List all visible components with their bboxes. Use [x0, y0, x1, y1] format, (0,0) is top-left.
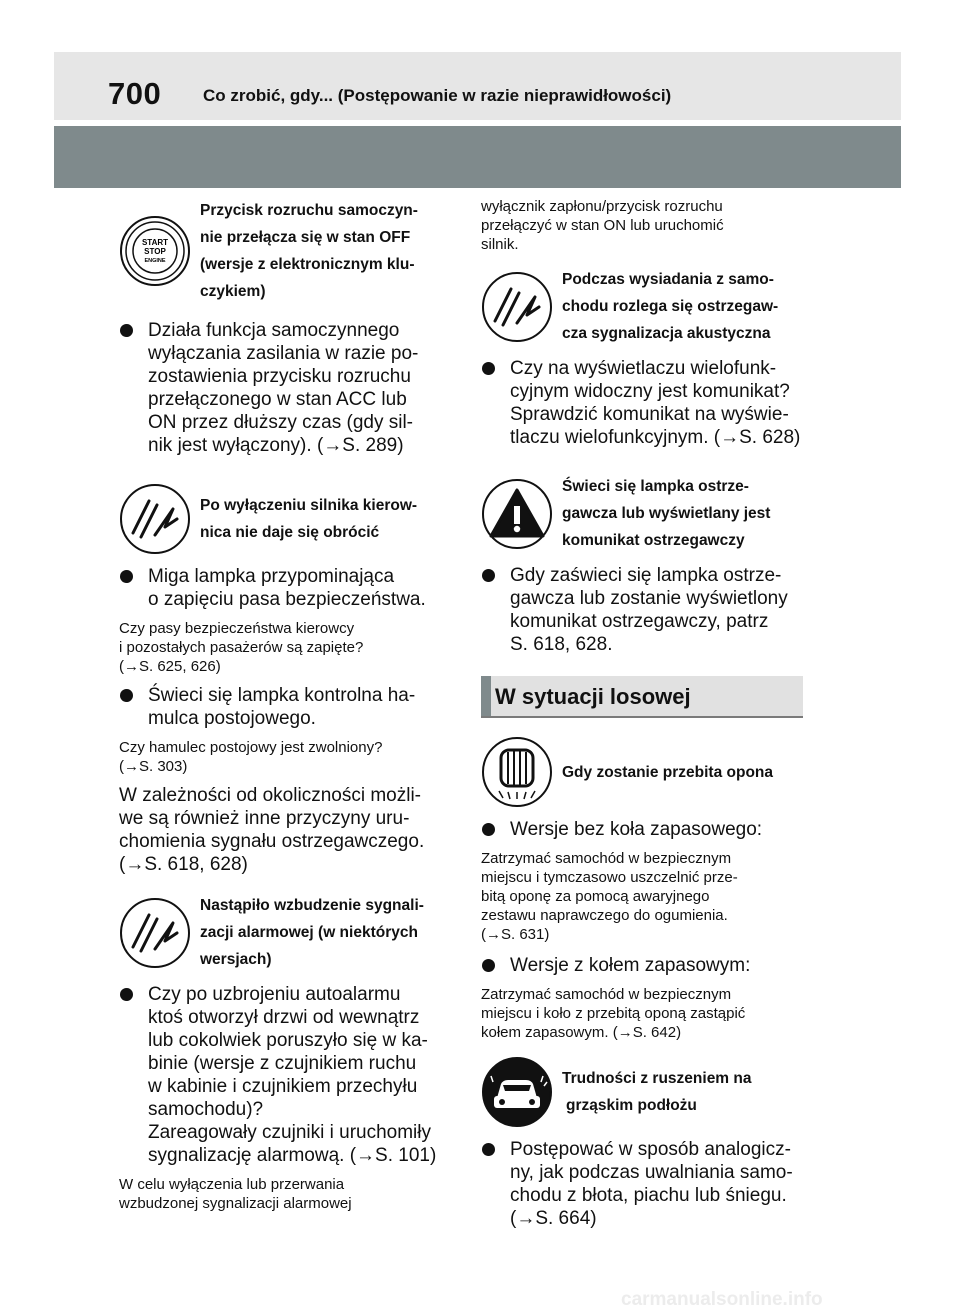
section-header — [481, 676, 803, 718]
warning-light-bullet: Gdy zaświeci się lampka ostrze- gawcza lub zostanie wyświetlony komunikat ostrzegawczy, patrz S. 618, 628. — [481, 564, 803, 656]
stuck-car-icon — [481, 1056, 553, 1128]
parking-brake-bullet: Świeci się lampka kontrolna ha- mulca postojowego. — [119, 684, 455, 730]
stuck-bullet: Postępować w sposób analogicz- ny, jak podczas uwalniania samo- chodu z błota, piachu lub śniegu. (→S. 664) — [481, 1138, 803, 1230]
watermark: carmanualsonline.info — [621, 1289, 823, 1310]
alarm-heading: Nastąpiło wzbudzenie sygnali- zacji alarmowej (w niektórych wersjach) — [200, 897, 424, 968]
flat-tire-heading: Gdy zostanie przebita opona — [562, 763, 773, 781]
spare-text: Zatrzymać samochód w bezpiecznym miejscu i koło z przebitą oponą zastąpić kołem zapasowym. (→S. 642) — [481, 986, 746, 1041]
exit-buzzer-heading: Podczas wysiadania z samo- chodu rozlega się ostrzegaw- cza sygnalizacja akustyczna — [562, 271, 779, 342]
display-message-bullet: Czy na wyświetlaczu wielofunk- cyjnym widoczny jest komunikat? Sprawdzić komunikat na wyświe- tlaczu wielofunkcyjnym. (→S. 628) — [481, 357, 803, 449]
alarm-bullet: Czy po uzbrojeniu autoalarmu ktoś otworzył drzwi od wewnątrz lub cokolwiek poruszyło się w ka- binie (wersje z czujnikiem ruchu w kabinie i czujnikiem przechyłu samochodu)? Zareagowały czujniki i uruchomiły sygnalizację alarmową. (→S. 101) — [119, 983, 455, 1167]
right-column — [481, 197, 803, 1238]
stop-icon-text: STOP — [144, 247, 166, 256]
malfunction-icon — [481, 271, 553, 343]
malfunction-icon — [119, 483, 191, 555]
start-icon-text: START — [141, 238, 169, 247]
exit-buzzer-heading-block — [481, 266, 803, 347]
other-causes-text: W zależności od okoliczności możli- we są również inne przyczyny uru- chomienia sygnału ostrzegawczego. (→S. 618, 628) — [119, 785, 425, 875]
alarm-heading-block — [119, 892, 455, 973]
engine-icon-text: ENGINE — [144, 258, 166, 264]
continued-text: wyłącznik zapłonu/przycisk rozruchu przełączyć w stan ON lub uruchomić silnik. — [481, 198, 724, 253]
steering-heading: Po wyłączeniu silnika kierow- nica nie daje się obrócić — [200, 497, 418, 541]
malfunction-icon — [119, 897, 191, 969]
left-column — [119, 197, 455, 1221]
section-title: W sytuacji losowej — [495, 684, 691, 709]
warning-icon — [481, 478, 553, 550]
stuck-heading-block — [481, 1056, 803, 1128]
warning-heading: Świeci się lampka ostrze- gawcza lub wyświetlany jest komunikat ostrzegawczy — [562, 478, 771, 549]
start-stop-heading-block — [119, 197, 455, 305]
flat-tire-heading-block — [481, 736, 803, 808]
start-stop-heading: Przycisk rozruchu samoczyn- nie przełącza się w stan OFF (wersje z elektronicznym klu- czykiem) — [200, 202, 418, 300]
alarm-text: W celu wyłączenia lub przerwania wzbudzonej sygnalizacji alarmowej — [119, 1176, 352, 1212]
start-stop-button-icon — [119, 215, 191, 287]
page-title: Co zrobić, gdy... (Postępowanie w razie nieprawidłowości) — [203, 86, 672, 105]
page-number: 700 — [108, 76, 162, 111]
warning-heading-block — [481, 473, 803, 554]
parking-brake-text: Czy hamulec postojowy jest zwolniony? (→S. 303) — [119, 739, 383, 775]
spare-bullet: Wersje z kołem zapasowym: — [481, 954, 803, 977]
flat-tire-icon — [481, 736, 553, 808]
stuck-heading: Trudności z ruszeniem na grząskim podłożu — [562, 1070, 752, 1114]
seatbelt-bullet: Miga lampka przypominająca o zapięciu pasa bezpieczeństwa. — [119, 565, 455, 611]
header-band — [54, 126, 901, 188]
no-spare-bullet: Wersje bez koła zapasowego: — [481, 818, 803, 841]
seatbelt-text: Czy pasy bezpieczeństwa kierowcy i pozostałych pasażerów są zapięte? (→S. 625, 626) — [119, 620, 364, 675]
auto-power-off-bullet: Działa funkcja samoczynnego wyłączania zasilania w razie po- zostawienia przycisku rozruchu przełączonego w stan ACC lub ON przez dłuższy czas (gdy sil- nik jest wyłączony). (→S. 289) — [119, 319, 455, 457]
steering-heading-block — [119, 483, 455, 555]
no-spare-text: Zatrzymać samochód w bezpiecznym miejscu i tymczasowo uszczelnić prze- bitą oponę za pomocą awaryjnego zestawu naprawczego do ogumienia. (→S. 631) — [481, 850, 738, 943]
